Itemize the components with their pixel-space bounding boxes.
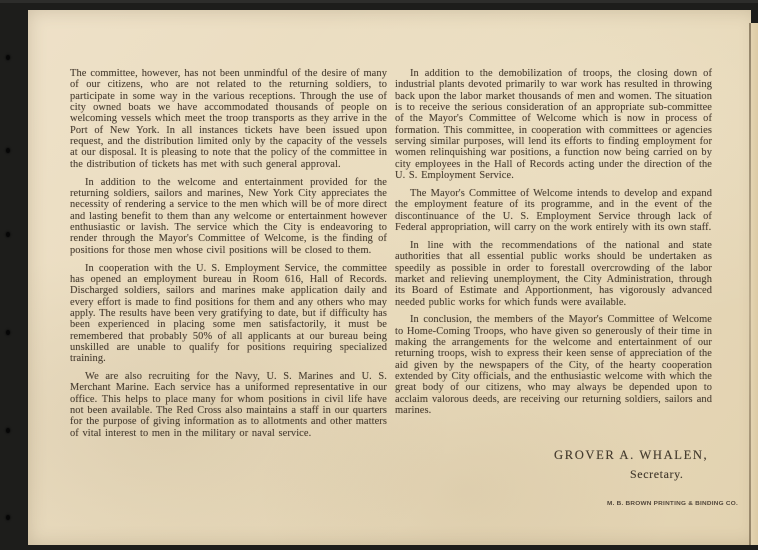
paragraph: In line with the recommendations of the national and state authorities that all essential public works should be undertaken as speedily as possible in order to forestall overcrowding of the labor market and relieving unemployment, the City Administration, through its Board of Estimate and Apportionment, has vigorously advanced needed public works for which funds were available. [395, 239, 712, 308]
photo-mat-sheen [0, 0, 758, 3]
corner-notch [751, 10, 758, 23]
signature-block [554, 448, 708, 482]
page-edge-crease [749, 23, 751, 545]
stitch-hole [6, 232, 10, 237]
page-edge-sliver [751, 23, 758, 545]
stitch-hole [6, 330, 10, 335]
left-text-column [70, 68, 387, 446]
paragraph: In cooperation with the U. S. Employment Service, the committee has opened an employment bureau in Room 616, Hall of Records. Discharged soldiers, sailors and marines make application daily and every effort is made to find positions for them and any others who may apply. The results have been very gratifying to date, but if difficulty has been experienced in placing some men satisfactorily, it must be remembered that probably 50% of all applicants at our bureau being unskilled are unable to qualify for positions requiring specialized training. [70, 262, 387, 365]
signature-name: GROVER A. WHALEN, [554, 448, 709, 462]
stitch-hole [6, 428, 10, 433]
printer-credit: M. B. BROWN PRINTING & BINDING CO. [607, 500, 738, 507]
stitch-hole [6, 515, 10, 520]
paragraph: In addition to the demobilization of troops, the closing down of industrial plants devoted primarily to war work has resulted in throwing back upon the labor market thousands of men and women. The situation is to receive the serious consideration of an appropriate sub-committee of the Mayor's Committee of Welcome which is now in process of formation. This committee, in cooperation with committees or agencies serving similar purposes, will lend its efforts to finding employment for women relinquishing war positions, a function now being carried on by city employees in the Hall of Records acting under the direction of the U. S. Employment Service. [395, 68, 712, 182]
paragraph: The Mayor's Committee of Welcome intends to develop and expand the employment feature of its programme, and in the event of the discontinuance of the U. S. Employment Service through lack of Federal appropriation, will carry on the work entirely with its own staff. [395, 187, 712, 233]
stitch-hole [6, 148, 10, 153]
paragraph: In addition to the welcome and entertainment provided for the returning soldiers, sailors and marines, New York City appreciates the necessity of rendering a service to the men which will be of more direct and lasting benefit to them than any welcome or entertainment however enthusiastic or lavish. The service which the City is endeavoring to render through the Mayor's Committee of Welcome, is the finding of positions for those men whose civil positions will be closed to them. [70, 176, 387, 256]
right-text-column [395, 68, 712, 423]
document-page [28, 10, 758, 545]
signature-title: Secretary. [630, 467, 684, 481]
paragraph: We are also recruiting for the Navy, U. S. Marines and U. S. Merchant Marine. Each service has a uniformed representative in our office. This helps to place many for whom positions in civil life have not been available. The Red Cross also maintains a staff in our quarters for the purpose of giving information as to allotments and other matters of vital interest to men in the military or naval service. [70, 371, 387, 439]
stitch-hole [6, 55, 10, 60]
paragraph: The committee, however, has not been unmindful of the desire of many of our citizens, who are not related to the returning soldiers, to participate in some way in the various receptions. Through the use of city owned boats we have accommodated thousands of people on welcoming vessels which meet the troop transports as they arrive in the Port of New York. In all instances tickets have been issued upon request, and the distribution limited only by the capacity of the vessels at our disposal. It is pleasing to note that the policy of the committee in the distribution of tickets has met with such general approval. [70, 68, 387, 170]
paragraph: In conclusion, the members of the Mayor's Committee of Welcome to Home-Coming Troops, who have given so generously of their time in making the arrangements for the welcome and entertainment of our returning troops, wish to express their keen sense of appreciation of the aid given by the newspapers of the City, of the hearty cooperation extended by City officials, and the enthusiastic welcome with which the great body of our citizens, who may always be depended upon to acclaim valorous deeds, are receiving our returning soldiers, sailors and marines. [395, 314, 712, 417]
